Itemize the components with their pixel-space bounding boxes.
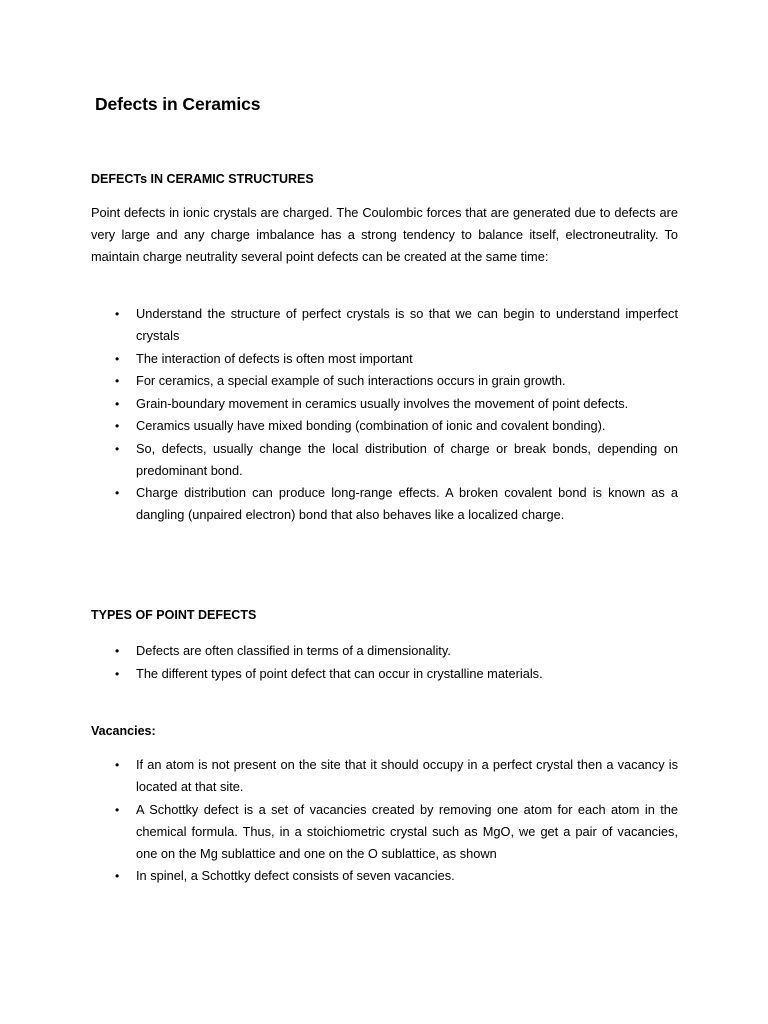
section-heading-defects-in-ceramic-structures: DEFECTs IN CERAMIC STRUCTURES bbox=[91, 172, 314, 186]
list-item bbox=[91, 865, 678, 887]
list-item bbox=[91, 799, 678, 865]
list-item bbox=[91, 415, 678, 437]
bullet-icon: • bbox=[115, 351, 120, 366]
bullet-icon: • bbox=[115, 869, 120, 883]
list-item-text: For ceramics, a special example of such interactions occurs in grain growth. bbox=[136, 373, 566, 388]
list-item bbox=[91, 393, 678, 415]
bullet-icon: • bbox=[115, 758, 120, 772]
section1-bullet-list bbox=[91, 303, 678, 527]
list-item-text: In spinel, a Schottky defect consists of seven vacancies. bbox=[136, 868, 455, 883]
list-item-text: The different types of point defect that can occur in crystalline materials. bbox=[136, 665, 543, 681]
list-item bbox=[91, 640, 678, 662]
list-item bbox=[91, 754, 678, 798]
bullet-icon: • bbox=[115, 644, 120, 658]
list-item-text: Charge distribution can produce long-range effects. A broken covalent bond is known as a dangling (unpaired electron) bond that also behaves like a localized charge. bbox=[136, 485, 678, 522]
bullet-icon: • bbox=[115, 396, 120, 411]
section-heading-types-of-point-defects: TYPES OF POINT DEFECTS bbox=[91, 608, 257, 622]
list-item-text: Defects are often classified in terms of a dimensionality. bbox=[136, 643, 451, 658]
intro-paragraph: Point defects in ionic crystals are charged. The Coulombic forces that are generated due to defects are very large and any charge imbalance has a strong tendency to balance itself, electroneutrality. To maintain charge neutrality several point defects can be created at the same time: bbox=[91, 205, 678, 264]
list-item-text: So, defects, usually change the local distribution of charge or break bonds, depending on predominant bond. bbox=[136, 440, 678, 478]
document-title: Defects in Ceramics bbox=[95, 94, 261, 114]
list-item-text: The interaction of defects is often most important bbox=[136, 350, 413, 366]
list-item bbox=[91, 303, 678, 347]
bullet-icon: • bbox=[115, 802, 120, 817]
section2-bullet-list bbox=[91, 640, 678, 685]
list-item bbox=[91, 482, 678, 526]
bullet-icon: • bbox=[115, 441, 120, 456]
section3-bullet-list bbox=[91, 754, 678, 888]
bullet-icon: • bbox=[115, 307, 120, 321]
bullet-icon: • bbox=[115, 374, 120, 388]
list-item-text: Grain-boundary movement in ceramics usually involves the movement of point defects. bbox=[136, 395, 629, 411]
list-item bbox=[91, 663, 678, 685]
list-item-text: Understand the structure of perfect crystals is so that we can begin to understand imperfect crystals bbox=[136, 306, 678, 343]
bullet-icon: • bbox=[115, 666, 120, 681]
list-item bbox=[91, 370, 678, 392]
section-heading-vacancies: Vacancies: bbox=[91, 724, 156, 738]
bullet-icon: • bbox=[115, 486, 120, 500]
list-item-text: A Schottky defect is a set of vacancies created by removing one atom for each atom in the chemical formula. Thus, in a stoichiometric crystal such as MgO, we get a pair of vacancies, one on the Mg sublattice and one on the O sublattice, as shown bbox=[136, 801, 678, 861]
list-item bbox=[91, 438, 678, 482]
list-item bbox=[91, 348, 678, 370]
bullet-icon: • bbox=[115, 419, 120, 433]
list-item-text: Ceramics usually have mixed bonding (combination of ionic and covalent bonding). bbox=[136, 418, 606, 433]
list-item-text: If an atom is not present on the site that it should occupy in a perfect crystal then a vacancy is located at that site. bbox=[136, 757, 678, 794]
